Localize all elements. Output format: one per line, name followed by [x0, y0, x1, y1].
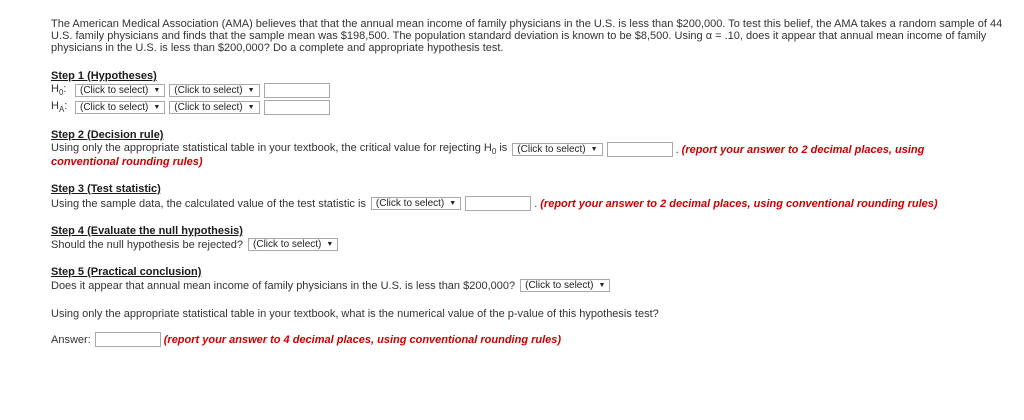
test-statistic-input[interactable] [465, 196, 531, 211]
ha-parameter-select[interactable]: (Click to select) ▼ [75, 101, 165, 114]
test-statistic-sign-select[interactable]: (Click to select) ▼ [371, 197, 461, 210]
reject-null-select[interactable]: (Click to select) ▼ [248, 238, 338, 251]
pvalue-answer-input[interactable] [95, 332, 161, 347]
step2-heading: Step 2 (Decision rule) [51, 129, 164, 141]
step2-note-continued-row [51, 156, 203, 168]
critical-value-input[interactable] [607, 142, 673, 157]
answer-label: Answer: [51, 333, 91, 346]
ha-operator-select[interactable]: (Click to select) ▼ [169, 101, 259, 114]
dropdown-arrow-icon: ▼ [449, 200, 457, 207]
problem-statement: The American Medical Association (AMA) believes that that the annual mean income of family physicians in the U.S. is less than $200,000. To test this belief, the AMA takes a random sample of 44 U.S. family physicians and finds that the sample mean was $198,500. The population standard deviation is known to be $8,500. Using α = .10, does it appear that annual mean income of family physicians in the U.S. is less than $200,000? Do a complete and appropriate hypothesis test. [51, 18, 1003, 54]
step4-row [51, 238, 340, 251]
ha-value-input[interactable] [264, 100, 330, 115]
ha-row [51, 100, 330, 115]
step5-text: Does it appear that annual mean income of family physicians in the U.S. is less than $200,000? [51, 279, 516, 292]
h0-operator-select[interactable]: (Click to select) ▼ [169, 84, 259, 97]
step2-rounding-note-continued: conventional rounding rules) [51, 156, 203, 168]
ha-label: $H_A$: [51, 100, 68, 115]
pvalue-question: Using only the appropriate statistical table in your textbook, what is the numerical value of the p-value of this hypothesis test? [51, 308, 659, 320]
dropdown-arrow-icon: ▼ [326, 241, 334, 248]
h0-parameter-select[interactable]: (Click to select) ▼ [75, 84, 165, 97]
h0-value-input[interactable] [264, 83, 330, 98]
step3-heading: Step 3 (Test statistic) [51, 183, 161, 195]
step1-heading: Step 1 (Hypotheses) [51, 70, 157, 82]
critical-value-sign-select[interactable]: (Click to select) ▼ [512, 143, 602, 156]
pvalue-rounding-note: (report your answer to 4 decimal places, using conventional rounding rules) [163, 333, 562, 346]
step3-rounding-note: (report your answer to 2 decimal places, using conventional rounding rules) [540, 197, 938, 210]
h0-label: $H_0$: [51, 83, 67, 98]
step2-row: Using only the appropriate statistical table in your textbook, the critical value for rejecting $H_0$ is (Click to select) ▼ . (report your answer to 2 decimal places, using [51, 142, 925, 157]
step5-row [51, 279, 612, 292]
practical-conclusion-select[interactable]: (Click to select) ▼ [520, 279, 610, 292]
step4-text: Should the null hypothesis be rejected? [51, 238, 244, 251]
step2-text: Using only the appropriate statistical table in your textbook, the critical value for rejecting $H_0$ is [51, 142, 508, 157]
step4-heading: Step 4 (Evaluate the null hypothesis) [51, 225, 243, 237]
dropdown-arrow-icon: ▼ [247, 104, 255, 111]
dropdown-arrow-icon: ▼ [247, 87, 255, 94]
dropdown-arrow-icon: ▼ [590, 146, 598, 153]
step2-rounding-note: (report your answer to 2 decimal places, using [681, 143, 925, 156]
h0-row [51, 83, 330, 98]
step3-row: Using the sample data, the calculated value of the test statistic is (Click to select) ▼ . (report your answer to 2 decimal places, using conventional rounding rules) [51, 197, 938, 210]
pvalue-answer-row [51, 332, 561, 347]
step3-text: Using the sample data, the calculated value of the test statistic is [51, 197, 366, 210]
step5-heading: Step 5 (Practical conclusion) [51, 266, 202, 278]
dropdown-arrow-icon: ▼ [598, 282, 606, 289]
dropdown-arrow-icon: ▼ [153, 104, 161, 111]
dropdown-arrow-icon: ▼ [153, 87, 161, 94]
